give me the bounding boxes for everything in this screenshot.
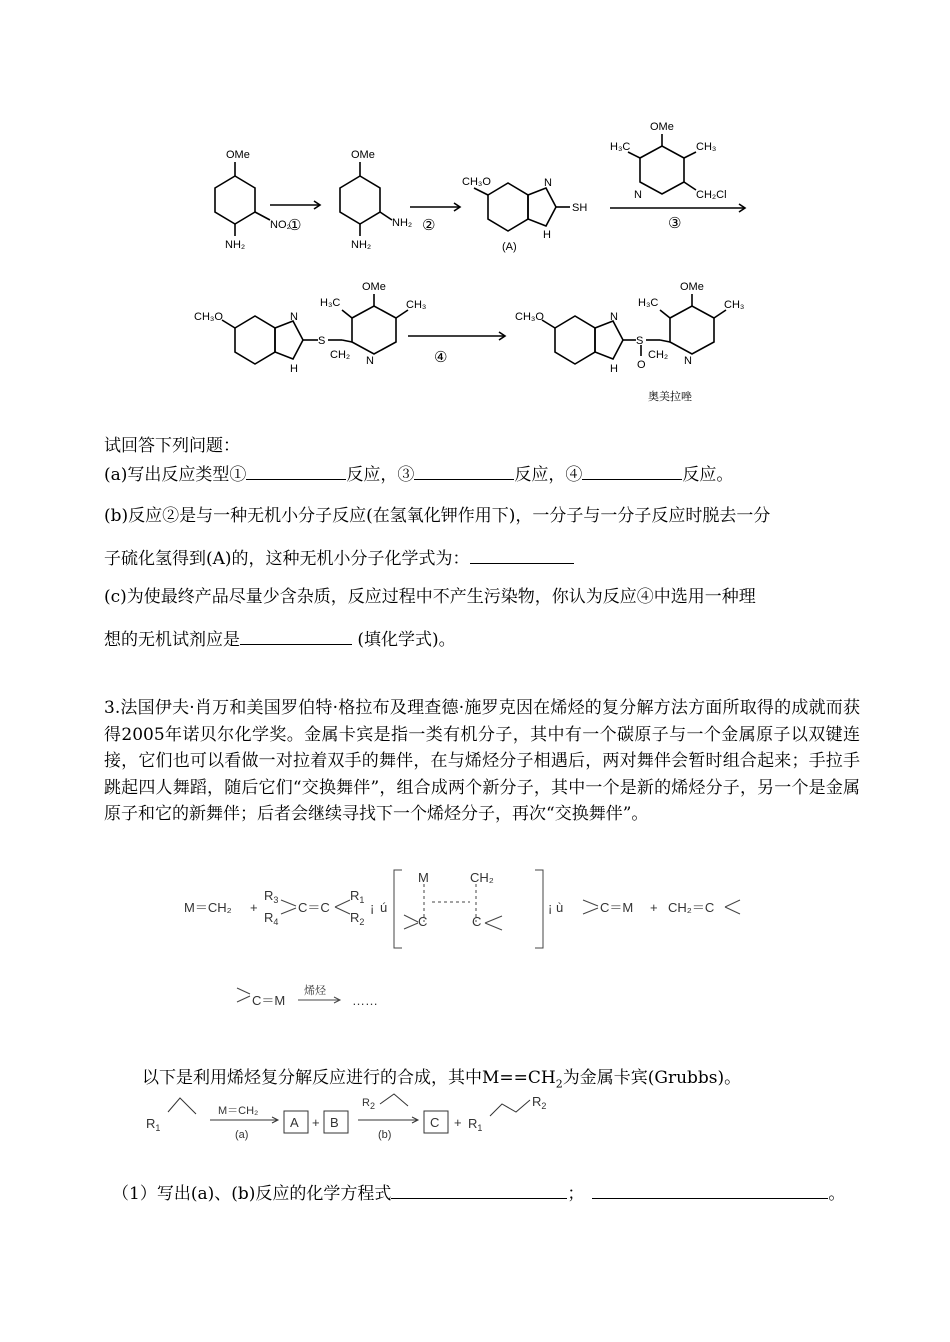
n-label: N <box>290 311 298 323</box>
o-label: O <box>637 359 646 371</box>
r1-label: $R_1$ <box>468 1116 483 1133</box>
ome-label: OMe <box>351 149 375 161</box>
question-1 <box>112 1180 872 1206</box>
step-b-label: (b) <box>378 1129 392 1141</box>
plus-sign: + <box>650 900 658 915</box>
h-label: H <box>290 363 298 375</box>
step-2-label: ② <box>422 217 436 234</box>
nh2-label: NH₂ <box>225 239 246 251</box>
h-label: H <box>543 229 551 241</box>
step-a-label: (a) <box>235 1129 249 1141</box>
no2-label: NO₂ <box>270 219 291 231</box>
period: 。 <box>828 1184 846 1204</box>
h3c-label: H₃C <box>610 141 631 153</box>
reagent-b: $R_2$ <box>362 1097 375 1111</box>
answer-blank-3[interactable] <box>414 461 514 480</box>
metal-label: M <box>418 870 429 885</box>
omeprazole-synthesis-scheme <box>170 100 770 420</box>
r2-label: $R_2$ <box>532 1094 547 1111</box>
n-label: N <box>366 355 374 367</box>
question-c-prefix: 想的无机试剂应是 <box>104 630 240 650</box>
compound-a-label: (A) <box>502 241 517 253</box>
question-1-text: （1）写出(a)、(b)反应的化学方程式 <box>112 1184 392 1204</box>
ome-label: OMe <box>362 281 386 293</box>
alkene-cc: C＝C <box>298 900 330 915</box>
ch2-label: CH₂ <box>648 349 669 361</box>
step-3-label: ③ <box>668 215 682 232</box>
nh2-label: NH₂ <box>392 217 413 229</box>
equilibrium-arrow: ¡ <box>548 900 553 915</box>
new-carbene: C＝M <box>600 900 634 915</box>
answer-blank-4[interactable] <box>582 461 682 480</box>
box-a: A <box>290 1115 299 1130</box>
h3c-label: H₃C <box>638 297 659 309</box>
answer-blank-equation-b[interactable] <box>592 1180 828 1199</box>
equilibrium-arrow: ú <box>380 900 388 915</box>
ch2-label: CH₂ <box>330 349 351 361</box>
s-label: S <box>318 335 326 347</box>
ome-label: OMe <box>650 121 674 133</box>
r1-label: $R_1$ <box>146 1116 161 1133</box>
grubbs-intro-text: 以下是利用烯烃复分解反应进行的合成，其中M==CH <box>142 1068 556 1088</box>
r2-label: $R_2$ <box>350 910 365 927</box>
question-b-line1: (b)反应②是与一种无机小分子反应(在氢氧化钾作用下)，一分子与一分子反应时脱去一分 <box>104 506 771 526</box>
question-a-suffix: 反应。 <box>682 465 734 485</box>
equilibrium-arrow: ¡ <box>370 900 375 915</box>
new-alkene: CH₂＝C <box>668 900 715 915</box>
step-1-label: ① <box>288 217 302 234</box>
answer-blank-1[interactable] <box>246 461 346 480</box>
box-b: B <box>330 1115 339 1130</box>
equilibrium-arrow: ù <box>556 900 564 915</box>
grubbs-synthesis-scheme <box>140 1092 560 1144</box>
ch3o-label: CH₃O <box>515 311 544 323</box>
question-a-prefix: (a)写出反应类型① <box>104 465 247 485</box>
reagent-a: M＝CH₂ <box>218 1105 259 1117</box>
carbon-label: C <box>418 914 428 929</box>
plus-sign: + <box>454 1115 462 1130</box>
h-label: H <box>610 363 618 375</box>
problem-3-text: 3.法国伊夫·肖万和美国罗伯特·格拉布及理查德·施罗克因在烯烃的复分解方法方面所取得的成就而获得2005年诺贝尔化学奖。金属卡宾是指一类有机分子，其中有一个碳原子与一个金属原子以双键连接，它们也可以看做一对拉着双手的舞伴，在与烯烃分子相遇后，两对舞伴会暂时组合起来；手拉手跳起四人舞蹈，随后它们“交换舞伴”，组合成两个新分子，其中一个是新的烯烃分子，另一个是金属原子和它的新舞伴；后者会继续寻找下一个烯烃分子，再次“交换舞伴”。 <box>104 698 860 824</box>
question-a-mid1: 反应，③ <box>346 465 415 485</box>
box-c: C <box>430 1115 440 1130</box>
question-b-line2 <box>104 545 864 571</box>
r3-label: $R_3$ <box>264 888 279 905</box>
question-c-line1: (c)为使最终产品尽量少含杂质，反应过程中不产生污染物，你认为反应④中选用一种理 <box>104 587 756 607</box>
answer-blank-equation-a[interactable] <box>391 1180 567 1199</box>
ch3-label: CH₃ <box>724 299 745 311</box>
answer-blank-b[interactable] <box>470 545 574 564</box>
sh-label: SH <box>572 202 588 214</box>
carbon-label: C <box>472 914 482 929</box>
metal-carbene: M＝CH₂ <box>184 900 232 915</box>
ch2cl-label: CH₂Cl <box>696 189 727 201</box>
product-name: 奥美拉唑 <box>648 391 692 403</box>
ellipsis: …… <box>352 993 378 1008</box>
n-label: N <box>684 355 692 367</box>
questions-intro: 试回答下列问题： <box>104 436 240 456</box>
plus-sign: + <box>250 900 258 915</box>
nh2-label: NH₂ <box>351 239 372 251</box>
olefin-reagent: 烯烃 <box>304 985 326 997</box>
h3c-label: H₃C <box>320 297 341 309</box>
question-c-line2 <box>104 626 864 652</box>
carbene-repeat: C＝M <box>252 993 286 1008</box>
r1-label: $R_1$ <box>350 888 365 905</box>
n-label: N <box>634 189 642 201</box>
ch3o-label: CH₃O <box>462 176 491 188</box>
ome-label: OMe <box>226 149 250 161</box>
separator: ； <box>567 1184 585 1204</box>
n-label: N <box>544 177 552 189</box>
question-a-mid2: 反应，④ <box>514 465 583 485</box>
r4-label: $R_4$ <box>264 910 279 927</box>
n-label: N <box>610 311 618 323</box>
answer-blank-c[interactable] <box>240 626 352 645</box>
ome-label: OMe <box>680 281 704 293</box>
plus-sign: + <box>312 1115 320 1130</box>
ch3-label: CH₃ <box>406 299 427 311</box>
ch3-label: CH₃ <box>696 141 717 153</box>
ch3o-label: CH₃O <box>194 311 223 323</box>
question-b-text: 子硫化氢得到(A)的，这种无机小分子化学式为： <box>104 549 470 569</box>
ch2-label: CH₂ <box>470 870 494 885</box>
grubbs-tail-text: 为金属卡宾(Grubbs)。 <box>562 1068 742 1088</box>
s-label: S <box>636 335 644 347</box>
metathesis-mechanism-scheme <box>180 860 800 1060</box>
question-c-suffix: (填化学式)。 <box>352 630 456 650</box>
grubbs-subscript: 2 <box>555 1077 563 1091</box>
step-4-label: ④ <box>434 349 448 366</box>
question-a <box>104 461 864 487</box>
